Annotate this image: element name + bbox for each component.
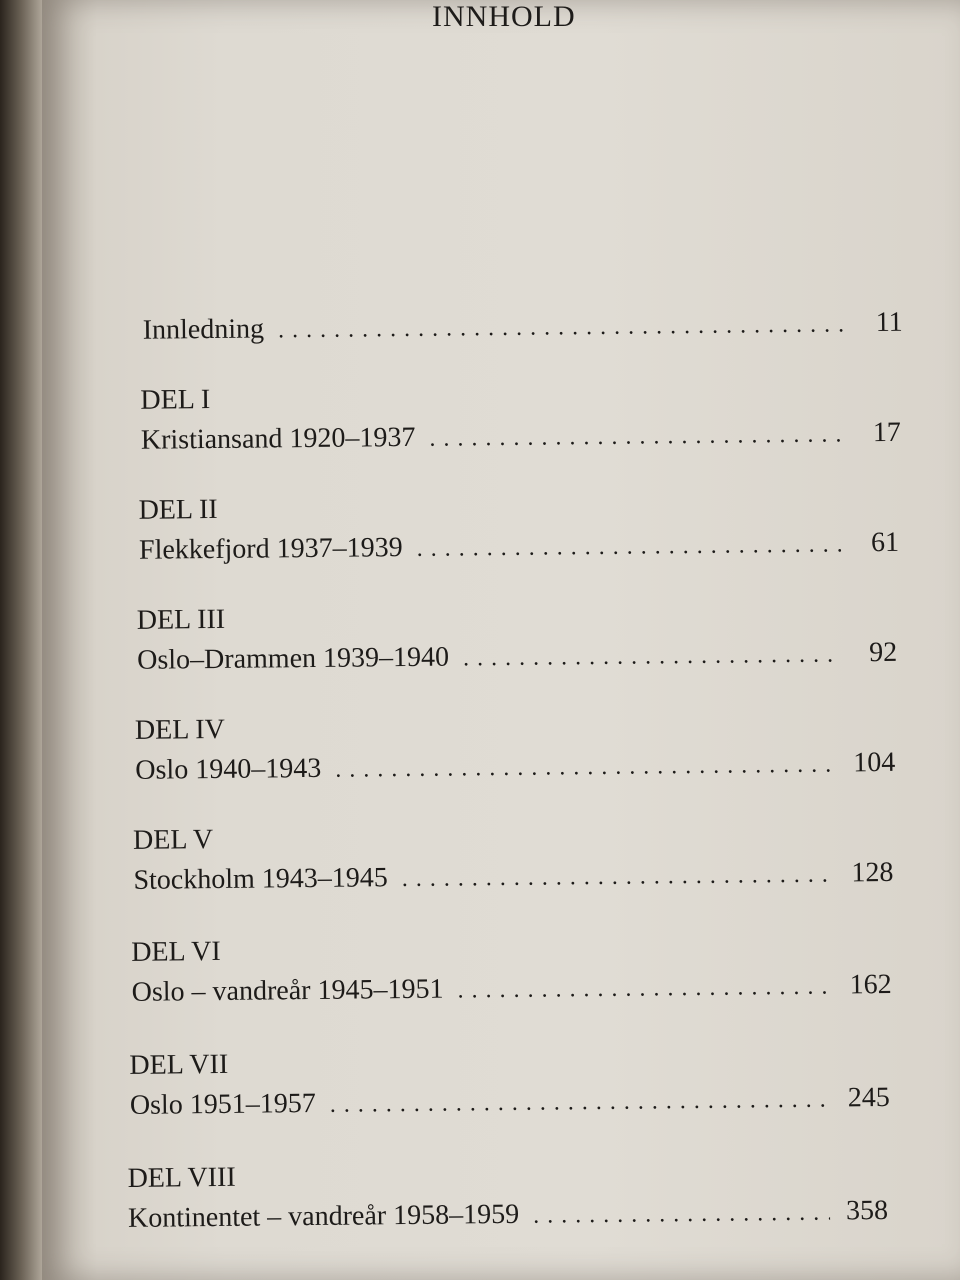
toc-entry-title: Innledning xyxy=(142,313,265,346)
toc-line xyxy=(131,968,891,1011)
toc-part-label: DEL V xyxy=(132,824,214,856)
dot-leader xyxy=(533,1196,830,1233)
toc-part-label: DEL VI xyxy=(131,935,221,968)
toc-page-number: 128 xyxy=(851,856,894,889)
toc-page-number: 92 xyxy=(868,636,898,669)
table-of-contents xyxy=(42,0,960,1280)
toc-page-number: 245 xyxy=(847,1081,890,1114)
toc-line xyxy=(137,636,897,679)
toc-entry-del-v xyxy=(133,816,894,899)
toc-entry-del-iii xyxy=(137,596,898,679)
toc-part-label: DEL VIII xyxy=(127,1161,236,1194)
toc-page-number: 104 xyxy=(853,746,896,779)
toc-heading: INNHOLD xyxy=(432,0,576,33)
dot-leader xyxy=(330,1083,832,1122)
toc-page-number: 358 xyxy=(845,1194,889,1227)
toc-entry-title: Oslo 1951–1957 xyxy=(129,1087,316,1121)
toc-line xyxy=(135,746,895,789)
dot-leader xyxy=(463,637,839,675)
toc-entry-title: Oslo 1940–1943 xyxy=(135,752,322,786)
toc-entry-del-vi xyxy=(131,928,892,1011)
toc-line xyxy=(139,526,899,569)
toc-page-number: 61 xyxy=(870,526,900,559)
toc-entry-del-i xyxy=(140,376,901,459)
toc-part-label: DEL III xyxy=(136,603,226,636)
toc-page-number: 11 xyxy=(875,306,903,339)
toc-part-label: DEL VII xyxy=(129,1048,229,1081)
dot-leader xyxy=(417,527,842,565)
dot-leader xyxy=(335,747,837,786)
toc-part-label: DEL IV xyxy=(134,713,226,746)
toc-entry-introduction xyxy=(143,306,903,349)
toc-line xyxy=(133,856,893,899)
toc-entry-title: Flekkefjord 1937–1939 xyxy=(138,532,403,566)
toc-line xyxy=(141,416,901,459)
dot-leader xyxy=(402,858,836,897)
toc-entry-title: Stockholm 1943–1945 xyxy=(133,862,388,896)
book-page xyxy=(42,0,960,1280)
toc-entry-del-vii xyxy=(129,1041,890,1124)
dot-leader xyxy=(429,417,843,455)
toc-entry-title: Kontinentet – vandreår 1958–1959 xyxy=(127,1198,520,1234)
toc-line xyxy=(130,1081,890,1124)
dot-leader xyxy=(278,307,845,347)
toc-page-number: 17 xyxy=(872,416,902,449)
toc-page-number: 162 xyxy=(849,968,892,1001)
dot-leader xyxy=(457,970,834,1008)
toc-entry-del-iv xyxy=(135,706,896,789)
toc-part-label: DEL I xyxy=(140,384,211,416)
toc-entry-del-ii xyxy=(138,486,899,569)
toc-part-label: DEL II xyxy=(138,493,218,526)
toc-line xyxy=(143,306,903,349)
toc-entry-title: Oslo – vandreår 1945–1951 xyxy=(131,973,444,1008)
toc-entry-del-viii xyxy=(127,1154,888,1237)
toc-line xyxy=(128,1194,888,1237)
toc-entry-title: Oslo–Drammen 1939–1940 xyxy=(137,641,450,676)
toc-entry-title: Kristiansand 1920–1937 xyxy=(140,421,416,456)
